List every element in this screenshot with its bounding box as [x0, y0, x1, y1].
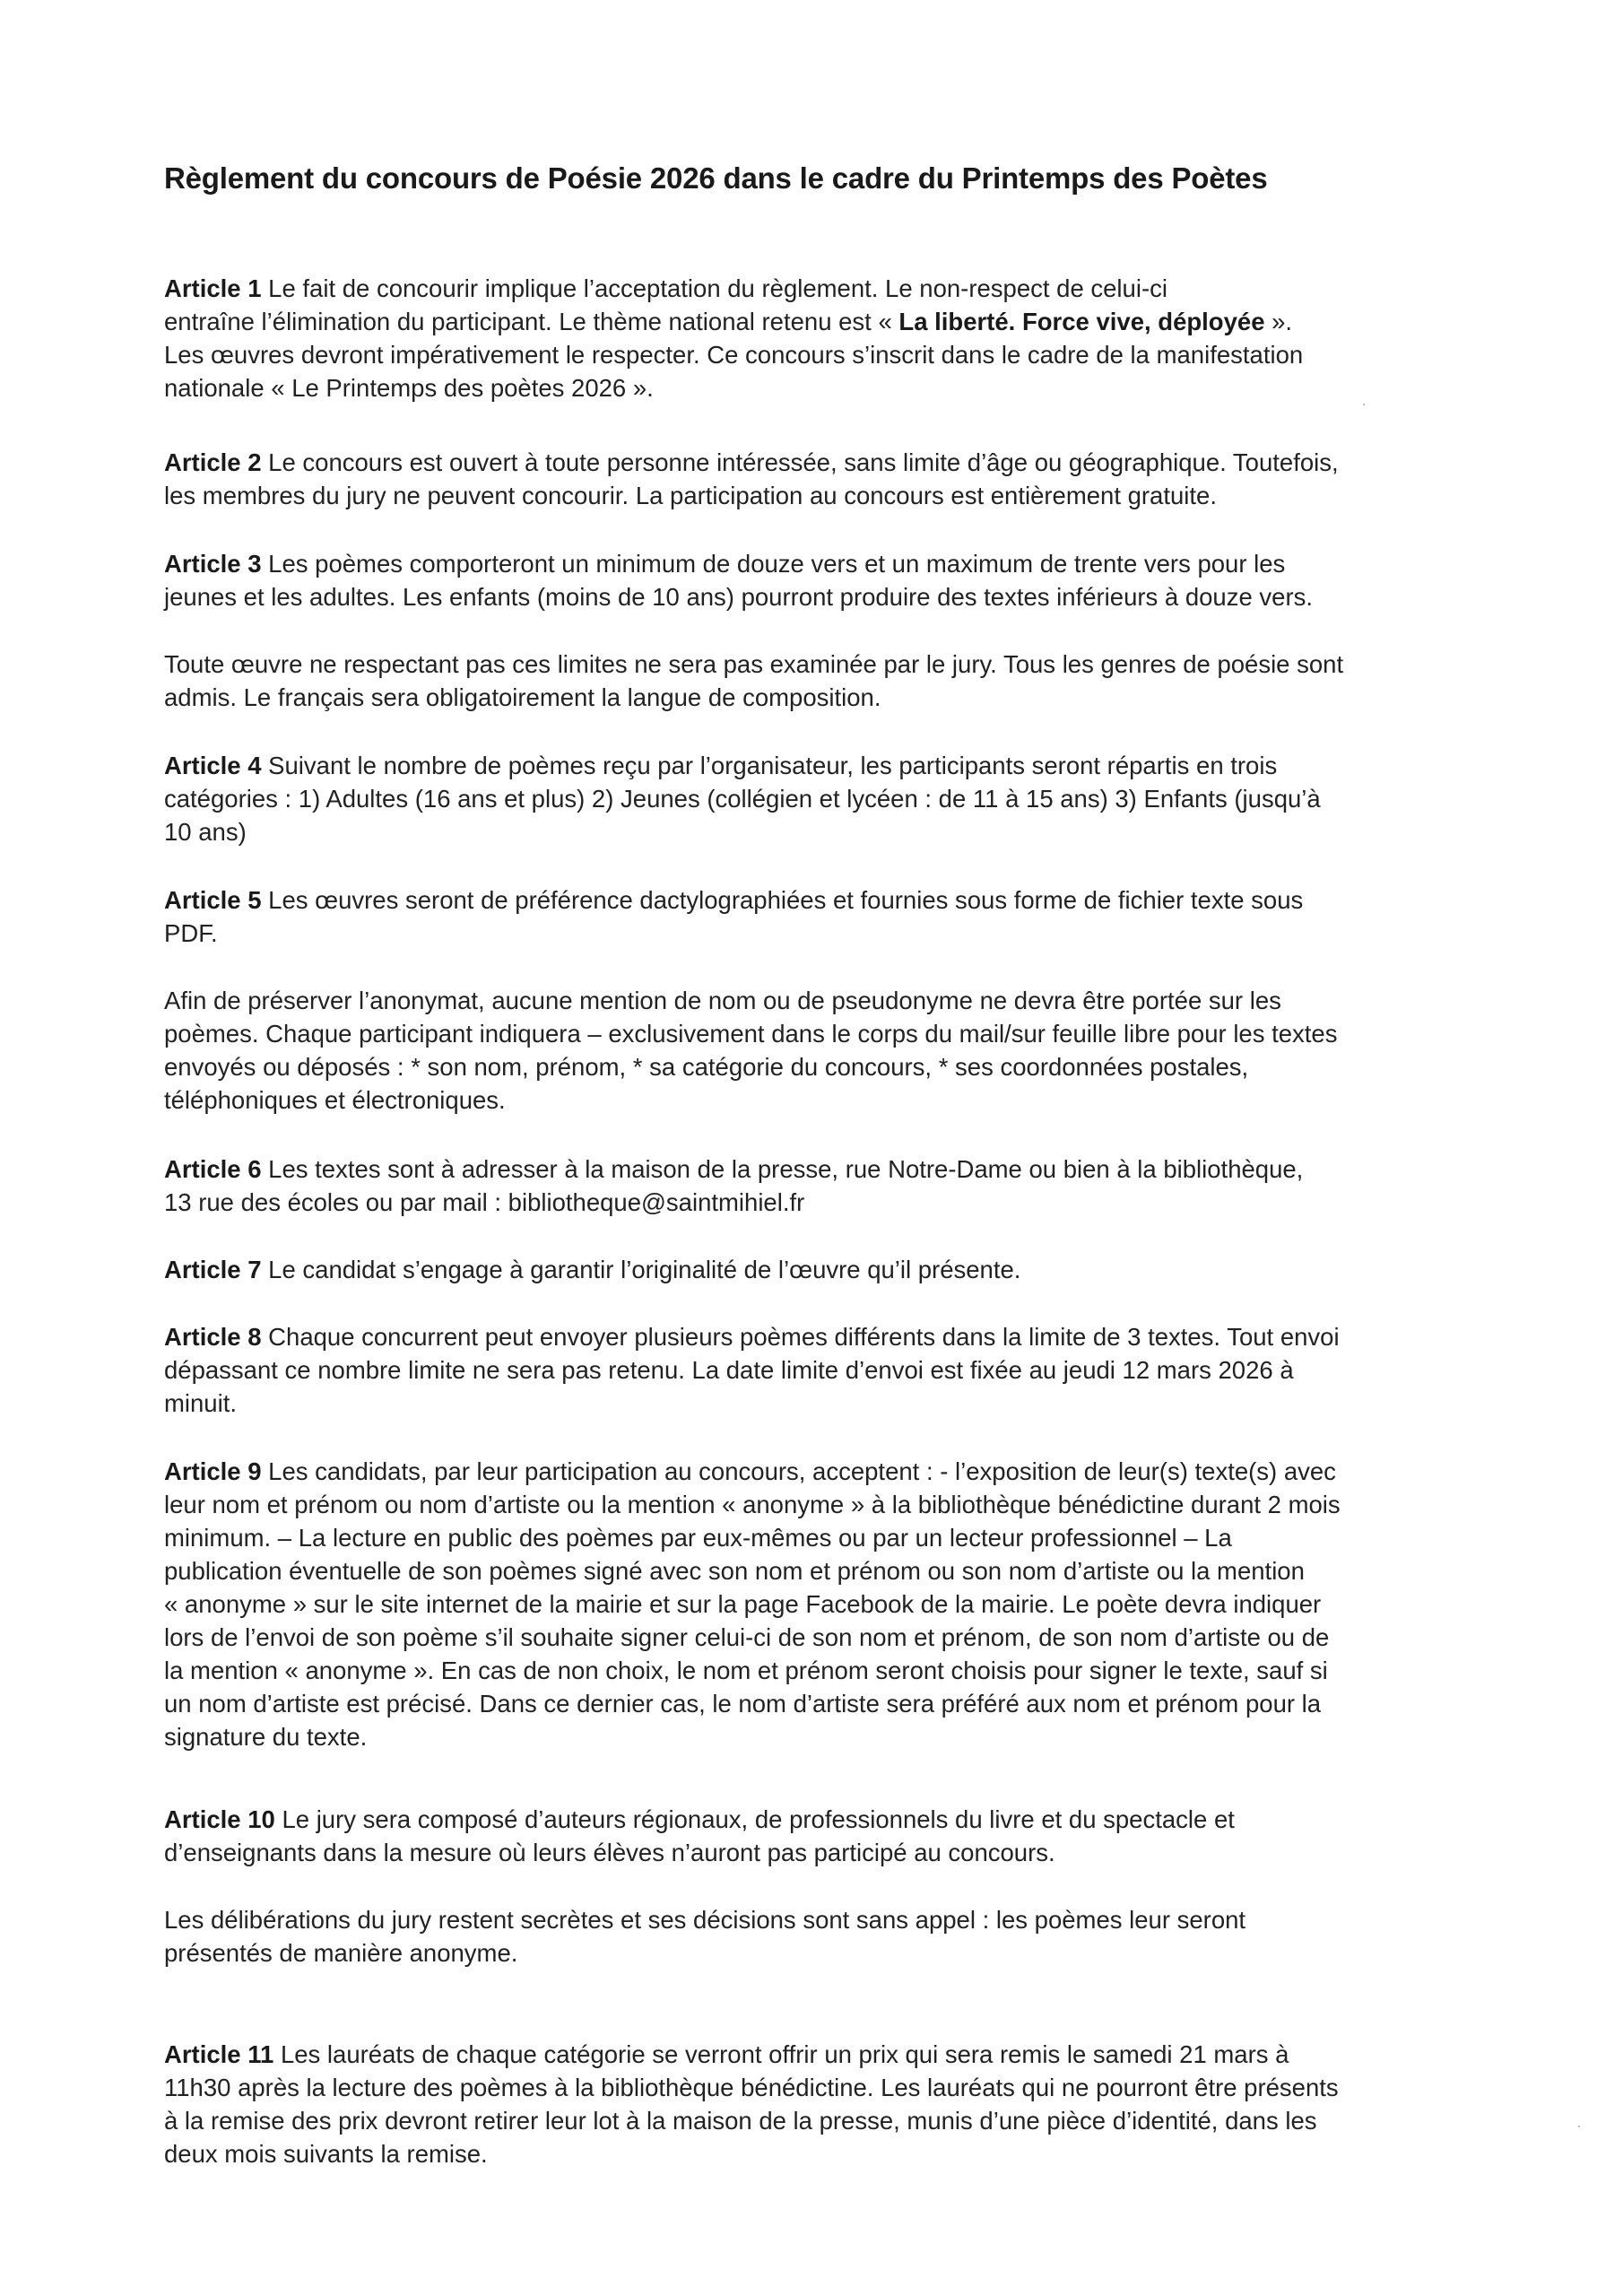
article-line	[164, 2038, 1339, 2071]
article-line: lors de l’envoi de son poème s’il souhaite signer celui-ci de son nom et prénom, de son nom d’artiste ou de	[164, 1623, 1330, 1651]
article-line: téléphoniques et électroniques.	[164, 1086, 506, 1114]
article-line	[164, 272, 1303, 305]
article-line	[164, 547, 1313, 580]
article-text: Le concours est ouvert à toute personne intéressée, sans limite d’âge ou géographique. Toutefois,	[261, 448, 1339, 476]
article-line: dépassant ce nombre limite ne sera pas retenu. La date limite d’envoi est fixée au jeudi 12 mars 2026 à	[164, 1356, 1294, 1384]
article-text: ».	[1264, 308, 1293, 335]
article-text: Le candidat s’engage à garantir l’originalité de l’œuvre qu’il présente.	[261, 1256, 1021, 1283]
article-line: « anonyme » sur le site internet de la mairie et sur la page Facebook de la mairie. Le poète devra indiquer	[164, 1590, 1322, 1618]
article-line: Les délibérations du jury restent secrètes et ses décisions sont sans appel : les poèmes leur seront	[164, 1906, 1246, 1934]
scan-speck	[1363, 404, 1365, 405]
article-label: Article 9	[164, 1457, 262, 1485]
article-text: Les œuvres seront de préférence dactylographiées et fournies sous forme de fichier texte sous	[261, 886, 1304, 914]
article-11	[164, 2038, 1339, 2170]
article-line	[164, 1152, 1303, 1186]
scan-speck	[1578, 2126, 1580, 2127]
article-line: d’enseignants dans la mesure où leurs élèves n’auront pas participé au concours.	[164, 1839, 1055, 1866]
article-line: publication éventuelle de son poèmes signé avec son nom et prénom ou son nom d’artiste ou la mention	[164, 1557, 1305, 1585]
article-label: Article 5	[164, 886, 262, 914]
article-line	[164, 1803, 1235, 1836]
article-line: Afin de préserver l’anonymat, aucune mention de nom ou de pseudonyme ne devra être portée sur les	[164, 987, 1281, 1014]
article-text: entraîne l’élimination du participant. Le thème national retenu est «	[164, 308, 899, 335]
article-line: les membres du jury ne peuvent concourir. La participation au concours est entièrement gratuite.	[164, 482, 1217, 509]
article-line	[164, 883, 1303, 917]
article-10-paragraph-2	[164, 1903, 1245, 1970]
article-line: envoyés ou déposés : * son nom, prénom, * sa catégorie du concours, * ses coordonnées postales,	[164, 1053, 1249, 1081]
article-label: Article 1	[164, 274, 262, 302]
article-text: Le jury sera composé d’auteurs régionaux, de professionnels du livre et du spectacle et	[274, 1805, 1235, 1833]
document-title: Règlement du concours de Poésie 2026 dans le cadre du Printemps des Poètes	[164, 161, 1268, 195]
article-text: Les textes sont à adresser à la maison de la presse, rue Notre-Dame ou bien à la bibliothèque,	[261, 1155, 1304, 1183]
article-label: Article 7	[164, 1256, 262, 1283]
article-line: 13 rue des écoles ou par mail : bibliotheque@saintmihiel.fr	[164, 1188, 805, 1216]
article-line: Toute œuvre ne respectant pas ces limites ne sera pas examinée par le jury. Tous les genres de poésie sont	[164, 650, 1344, 678]
article-text: Chaque concurrent peut envoyer plusieurs poèmes différents dans la limite de 3 textes. Tout envoi	[261, 1323, 1340, 1351]
article-7	[164, 1253, 1020, 1286]
article-label: Article 10	[164, 1805, 275, 1833]
article-line: la mention « anonyme ». En cas de non choix, le nom et prénom seront choisis pour signer le texte, sauf si	[164, 1657, 1328, 1684]
article-line: 10 ans)	[164, 818, 247, 846]
article-text: Les candidats, par leur participation au concours, acceptent : - l’exposition de leur(s) texte(s) avec	[261, 1457, 1336, 1485]
article-3-paragraph-2	[164, 648, 1343, 714]
article-line: jeunes et les adultes. Les enfants (moins de 10 ans) pourront produire des textes inférieurs à douze vers.	[164, 583, 1314, 611]
article-line: minimum. – La lecture en public des poèmes par eux-mêmes ou par un lecteur professionnel – La	[164, 1524, 1232, 1552]
article-line: présentés de manière anonyme.	[164, 1939, 518, 1967]
article-text: Suivant le nombre de poèmes reçu par l’organisateur, les participants seront répartis en trois	[261, 752, 1278, 779]
article-4	[164, 749, 1321, 848]
article-line: catégories : 1) Adultes (16 ans et plus) 2) Jeunes (collégien et lycéen : de 11 à 15 ans) 3) Enfants (jusqu’à	[164, 785, 1321, 813]
article-9	[164, 1455, 1341, 1753]
article-line: 11h30 après la lecture des poèmes à la bibliothèque bénédictine. Les lauréats qui ne pourront être présents	[164, 2074, 1339, 2101]
national-theme: La liberté. Force vive, déployée	[898, 308, 1265, 335]
article-label: Article 3	[164, 550, 262, 578]
article-line: signature du texte.	[164, 1723, 368, 1751]
article-line: deux mois suivants la remise.	[164, 2140, 488, 2168]
article-label: Article 4	[164, 752, 262, 779]
article-3	[164, 547, 1313, 613]
article-line	[164, 1455, 1341, 1488]
article-line: leur nom et prénom ou nom d’artiste ou la mention « anonyme » à la bibliothèque bénédictine durant 2 mois	[164, 1491, 1341, 1518]
article-text: Les poèmes comporteront un minimum de douze vers et un maximum de trente vers pour les	[261, 550, 1286, 578]
article-line: admis. Le français sera obligatoirement la langue de composition.	[164, 683, 881, 711]
article-2	[164, 446, 1339, 512]
article-6	[164, 1152, 1303, 1219]
article-label: Article 8	[164, 1323, 262, 1351]
article-line	[164, 1320, 1340, 1353]
article-10	[164, 1803, 1235, 1869]
article-line: nationale « Le Printemps des poètes 2026 ».	[164, 374, 654, 402]
article-5-paragraph-2	[164, 984, 1337, 1117]
article-line: minuit.	[164, 1389, 237, 1417]
article-line: PDF.	[164, 919, 218, 947]
article-line: un nom d’artiste est précisé. Dans ce dernier cas, le nom d’artiste sera préféré aux nom et prénom pour la	[164, 1690, 1322, 1718]
article-line: Les œuvres devront impérativement le respecter. Ce concours s’inscrit dans le cadre de la manifestation	[164, 341, 1304, 369]
article-1	[164, 272, 1303, 404]
article-text: Les lauréats de chaque catégorie se verront offrir un prix qui sera remis le samedi 21 mars à	[273, 2040, 1289, 2068]
article-line: poèmes. Chaque participant indiquera – exclusivement dans le corps du mail/sur feuille libre pour les textes	[164, 1020, 1338, 1048]
article-line	[164, 446, 1339, 479]
article-text: Le fait de concourir implique l’acceptation du règlement. Le non-respect de celui-ci	[261, 274, 1167, 302]
article-line	[164, 305, 1303, 338]
article-line: à la remise des prix devront retirer leur lot à la maison de la presse, munis d’une pièce d’identité, dans les	[164, 2107, 1317, 2135]
article-line	[164, 1253, 1020, 1286]
article-label: Article 2	[164, 448, 262, 476]
article-line	[164, 749, 1321, 782]
article-5	[164, 883, 1303, 950]
article-label: Article 11	[164, 2040, 274, 2068]
article-label: Article 6	[164, 1155, 262, 1183]
article-8	[164, 1320, 1340, 1420]
